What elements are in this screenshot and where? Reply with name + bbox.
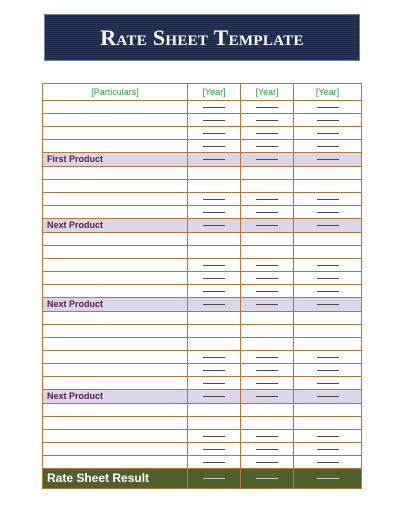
year-value-cell[interactable] <box>241 127 294 140</box>
year-value-cell[interactable] <box>294 180 362 193</box>
value-placeholder-line <box>317 478 339 479</box>
value-placeholder-line <box>256 133 278 134</box>
product-section-label: Next Product <box>43 298 188 312</box>
particulars-cell[interactable] <box>43 417 188 430</box>
table-row <box>43 325 362 338</box>
value-placeholder-line <box>203 462 225 463</box>
particulars-cell[interactable] <box>43 180 188 193</box>
particulars-cell[interactable] <box>43 285 188 298</box>
year-value-cell[interactable] <box>294 390 362 404</box>
value-placeholder-line <box>203 449 225 450</box>
particulars-cell[interactable] <box>43 364 188 377</box>
value-placeholder-line <box>317 278 339 279</box>
particulars-cell[interactable] <box>43 114 188 127</box>
particulars-cell[interactable] <box>43 351 188 364</box>
value-placeholder-line <box>256 462 278 463</box>
year-value-cell[interactable] <box>294 167 362 180</box>
particulars-cell[interactable] <box>43 377 188 390</box>
particulars-cell[interactable] <box>43 193 188 206</box>
year-value-cell[interactable] <box>188 101 241 114</box>
value-placeholder-line <box>203 133 225 134</box>
value-placeholder-line <box>256 291 278 292</box>
year-value-cell[interactable] <box>188 127 241 140</box>
table-row <box>43 167 362 180</box>
particulars-cell[interactable] <box>43 167 188 180</box>
result-label: Rate Sheet Result <box>43 469 188 489</box>
year-value-cell[interactable] <box>294 219 362 233</box>
year-value-cell[interactable] <box>241 417 294 430</box>
table-row <box>43 101 362 114</box>
table-row <box>43 233 362 246</box>
table-row <box>43 114 362 127</box>
table-row <box>43 180 362 193</box>
value-placeholder-line <box>203 212 225 213</box>
year-value-cell[interactable] <box>188 140 241 153</box>
year-value-cell[interactable] <box>188 404 241 417</box>
year-value-cell[interactable] <box>294 364 362 377</box>
value-placeholder-line <box>256 357 278 358</box>
year-value-cell[interactable] <box>241 206 294 219</box>
year-value-cell[interactable] <box>188 417 241 430</box>
value-placeholder-line <box>317 436 339 437</box>
year-value-cell[interactable] <box>241 246 294 259</box>
year-value-cell[interactable] <box>188 298 241 312</box>
particulars-cell[interactable] <box>43 443 188 456</box>
value-placeholder-line <box>256 396 278 397</box>
year-value-cell[interactable] <box>294 312 362 325</box>
value-placeholder-line <box>203 199 225 200</box>
value-placeholder-line <box>317 199 339 200</box>
year-value-cell[interactable] <box>188 272 241 285</box>
value-placeholder-line <box>317 449 339 450</box>
value-placeholder-line <box>203 304 225 305</box>
year-value-cell[interactable] <box>188 377 241 390</box>
year-value-cell[interactable] <box>188 364 241 377</box>
page-title: Rate Sheet Template <box>100 24 304 50</box>
year-value-cell[interactable] <box>241 153 294 167</box>
table-row <box>43 338 362 351</box>
table-row <box>43 364 362 377</box>
year-value-cell[interactable] <box>241 233 294 246</box>
value-placeholder-line <box>203 265 225 266</box>
particulars-cell[interactable] <box>43 430 188 443</box>
year-value-cell[interactable] <box>188 390 241 404</box>
year-value-cell[interactable] <box>294 206 362 219</box>
product-section-label: Next Product <box>43 219 188 233</box>
particulars-cell[interactable] <box>43 206 188 219</box>
value-placeholder-line <box>256 107 278 108</box>
value-placeholder-line <box>203 357 225 358</box>
value-placeholder-line <box>203 370 225 371</box>
table-row <box>43 285 362 298</box>
particulars-cell[interactable] <box>43 101 188 114</box>
product-section-row <box>43 298 362 312</box>
year-value-cell[interactable] <box>294 430 362 443</box>
particulars-cell[interactable] <box>43 325 188 338</box>
year-value-cell[interactable] <box>241 140 294 153</box>
year-value-cell[interactable] <box>188 351 241 364</box>
year-value-cell[interactable] <box>241 430 294 443</box>
table-row <box>43 430 362 443</box>
year-value-cell[interactable] <box>188 246 241 259</box>
table-row <box>43 193 362 206</box>
particulars-header: [Particulars] <box>43 84 188 101</box>
year-value-cell[interactable] <box>188 312 241 325</box>
value-placeholder-line <box>317 133 339 134</box>
value-placeholder-line <box>203 159 225 160</box>
year-value-cell[interactable] <box>188 443 241 456</box>
particulars-cell[interactable] <box>43 338 188 351</box>
value-placeholder-line <box>203 383 225 384</box>
year-value-cell[interactable] <box>294 298 362 312</box>
particulars-cell[interactable] <box>43 456 188 469</box>
value-placeholder-line <box>256 265 278 266</box>
rate-sheet-table <box>42 83 362 489</box>
table-row <box>43 404 362 417</box>
table-row <box>43 351 362 364</box>
year-value-cell[interactable] <box>294 114 362 127</box>
value-placeholder-line <box>256 278 278 279</box>
particulars-cell[interactable] <box>43 259 188 272</box>
year-header: [Year] <box>294 84 362 101</box>
year-value-cell[interactable] <box>188 338 241 351</box>
value-placeholder-line <box>256 120 278 121</box>
value-placeholder-line <box>317 146 339 147</box>
year-value-cell[interactable] <box>188 114 241 127</box>
particulars-cell[interactable] <box>43 404 188 417</box>
value-placeholder-line <box>256 478 278 479</box>
value-placeholder-line <box>317 357 339 358</box>
value-placeholder-line <box>203 278 225 279</box>
table-row <box>43 127 362 140</box>
product-section-row <box>43 390 362 404</box>
year-value-cell[interactable] <box>241 101 294 114</box>
year-value-cell[interactable] <box>188 167 241 180</box>
year-value-cell[interactable] <box>241 285 294 298</box>
product-section-row <box>43 153 362 167</box>
year-value-cell[interactable] <box>294 127 362 140</box>
year-value-cell[interactable] <box>241 443 294 456</box>
year-value-cell[interactable] <box>241 193 294 206</box>
value-placeholder-line <box>317 265 339 266</box>
value-placeholder-line <box>203 120 225 121</box>
value-placeholder-line <box>203 396 225 397</box>
year-value-cell[interactable] <box>188 233 241 246</box>
year-value-cell[interactable] <box>241 219 294 233</box>
value-placeholder-line <box>317 225 339 226</box>
value-placeholder-line <box>256 304 278 305</box>
year-value-cell[interactable] <box>241 114 294 127</box>
year-value-cell[interactable] <box>188 325 241 338</box>
value-placeholder-line <box>317 370 339 371</box>
year-value-cell[interactable] <box>294 233 362 246</box>
particulars-cell[interactable] <box>43 233 188 246</box>
particulars-cell[interactable] <box>43 312 188 325</box>
value-placeholder-line <box>317 120 339 121</box>
year-value-cell[interactable] <box>241 351 294 364</box>
year-value-cell[interactable] <box>188 180 241 193</box>
year-value-cell[interactable] <box>241 469 294 489</box>
year-header: [Year] <box>241 84 294 101</box>
table-row <box>43 312 362 325</box>
value-placeholder-line <box>317 107 339 108</box>
table-row <box>43 246 362 259</box>
table-row <box>43 206 362 219</box>
result-row <box>43 469 362 489</box>
value-placeholder-line <box>256 159 278 160</box>
value-placeholder-line <box>256 212 278 213</box>
rate-sheet-body <box>43 84 362 489</box>
table-row <box>43 259 362 272</box>
value-placeholder-line <box>317 462 339 463</box>
year-value-cell[interactable] <box>241 167 294 180</box>
value-placeholder-line <box>203 436 225 437</box>
particulars-cell[interactable] <box>43 272 188 285</box>
value-placeholder-line <box>203 146 225 147</box>
table-row <box>43 140 362 153</box>
year-value-cell[interactable] <box>241 272 294 285</box>
year-value-cell[interactable] <box>188 259 241 272</box>
year-value-cell[interactable] <box>241 390 294 404</box>
year-value-cell[interactable] <box>241 312 294 325</box>
particulars-cell[interactable] <box>43 140 188 153</box>
year-value-cell[interactable] <box>294 417 362 430</box>
value-placeholder-line <box>256 146 278 147</box>
table-row <box>43 443 362 456</box>
year-value-cell[interactable] <box>241 259 294 272</box>
year-value-cell[interactable] <box>188 430 241 443</box>
header-row <box>43 84 362 101</box>
year-value-cell[interactable] <box>241 364 294 377</box>
table-row <box>43 417 362 430</box>
year-value-cell[interactable] <box>188 153 241 167</box>
table-row <box>43 272 362 285</box>
value-placeholder-line <box>317 212 339 213</box>
value-placeholder-line <box>317 396 339 397</box>
year-value-cell[interactable] <box>294 443 362 456</box>
year-value-cell[interactable] <box>294 259 362 272</box>
year-value-cell[interactable] <box>294 140 362 153</box>
year-value-cell[interactable] <box>294 246 362 259</box>
value-placeholder-line <box>256 225 278 226</box>
year-value-cell[interactable] <box>294 351 362 364</box>
year-value-cell[interactable] <box>294 377 362 390</box>
year-value-cell[interactable] <box>241 298 294 312</box>
table-row <box>43 456 362 469</box>
table-row <box>43 377 362 390</box>
value-placeholder-line <box>203 478 225 479</box>
year-value-cell[interactable] <box>188 456 241 469</box>
year-value-cell[interactable] <box>241 456 294 469</box>
value-placeholder-line <box>256 370 278 371</box>
value-placeholder-line <box>317 383 339 384</box>
year-value-cell[interactable] <box>241 338 294 351</box>
year-value-cell[interactable] <box>241 325 294 338</box>
value-placeholder-line <box>317 304 339 305</box>
year-value-cell[interactable] <box>188 285 241 298</box>
year-value-cell[interactable] <box>294 469 362 489</box>
product-section-label: First Product <box>43 153 188 167</box>
product-section-row <box>43 219 362 233</box>
year-value-cell[interactable] <box>294 193 362 206</box>
value-placeholder-line <box>317 291 339 292</box>
year-value-cell[interactable] <box>294 153 362 167</box>
year-value-cell[interactable] <box>188 193 241 206</box>
year-value-cell[interactable] <box>241 404 294 417</box>
year-value-cell[interactable] <box>294 404 362 417</box>
value-placeholder-line <box>317 159 339 160</box>
year-value-cell[interactable] <box>294 272 362 285</box>
year-value-cell[interactable] <box>294 338 362 351</box>
value-placeholder-line <box>203 107 225 108</box>
year-value-cell[interactable] <box>241 377 294 390</box>
value-placeholder-line <box>203 291 225 292</box>
year-value-cell[interactable] <box>241 180 294 193</box>
year-value-cell[interactable] <box>294 101 362 114</box>
value-placeholder-line <box>256 449 278 450</box>
year-value-cell[interactable] <box>294 325 362 338</box>
value-placeholder-line <box>256 383 278 384</box>
year-value-cell[interactable] <box>188 219 241 233</box>
year-value-cell[interactable] <box>294 456 362 469</box>
year-header: [Year] <box>188 84 241 101</box>
year-value-cell[interactable] <box>294 285 362 298</box>
year-value-cell[interactable] <box>188 469 241 489</box>
particulars-cell[interactable] <box>43 246 188 259</box>
title-banner <box>44 14 360 61</box>
value-placeholder-line <box>256 199 278 200</box>
product-section-label: Next Product <box>43 390 188 404</box>
value-placeholder-line <box>256 436 278 437</box>
year-value-cell[interactable] <box>188 206 241 219</box>
value-placeholder-line <box>203 225 225 226</box>
particulars-cell[interactable] <box>43 127 188 140</box>
